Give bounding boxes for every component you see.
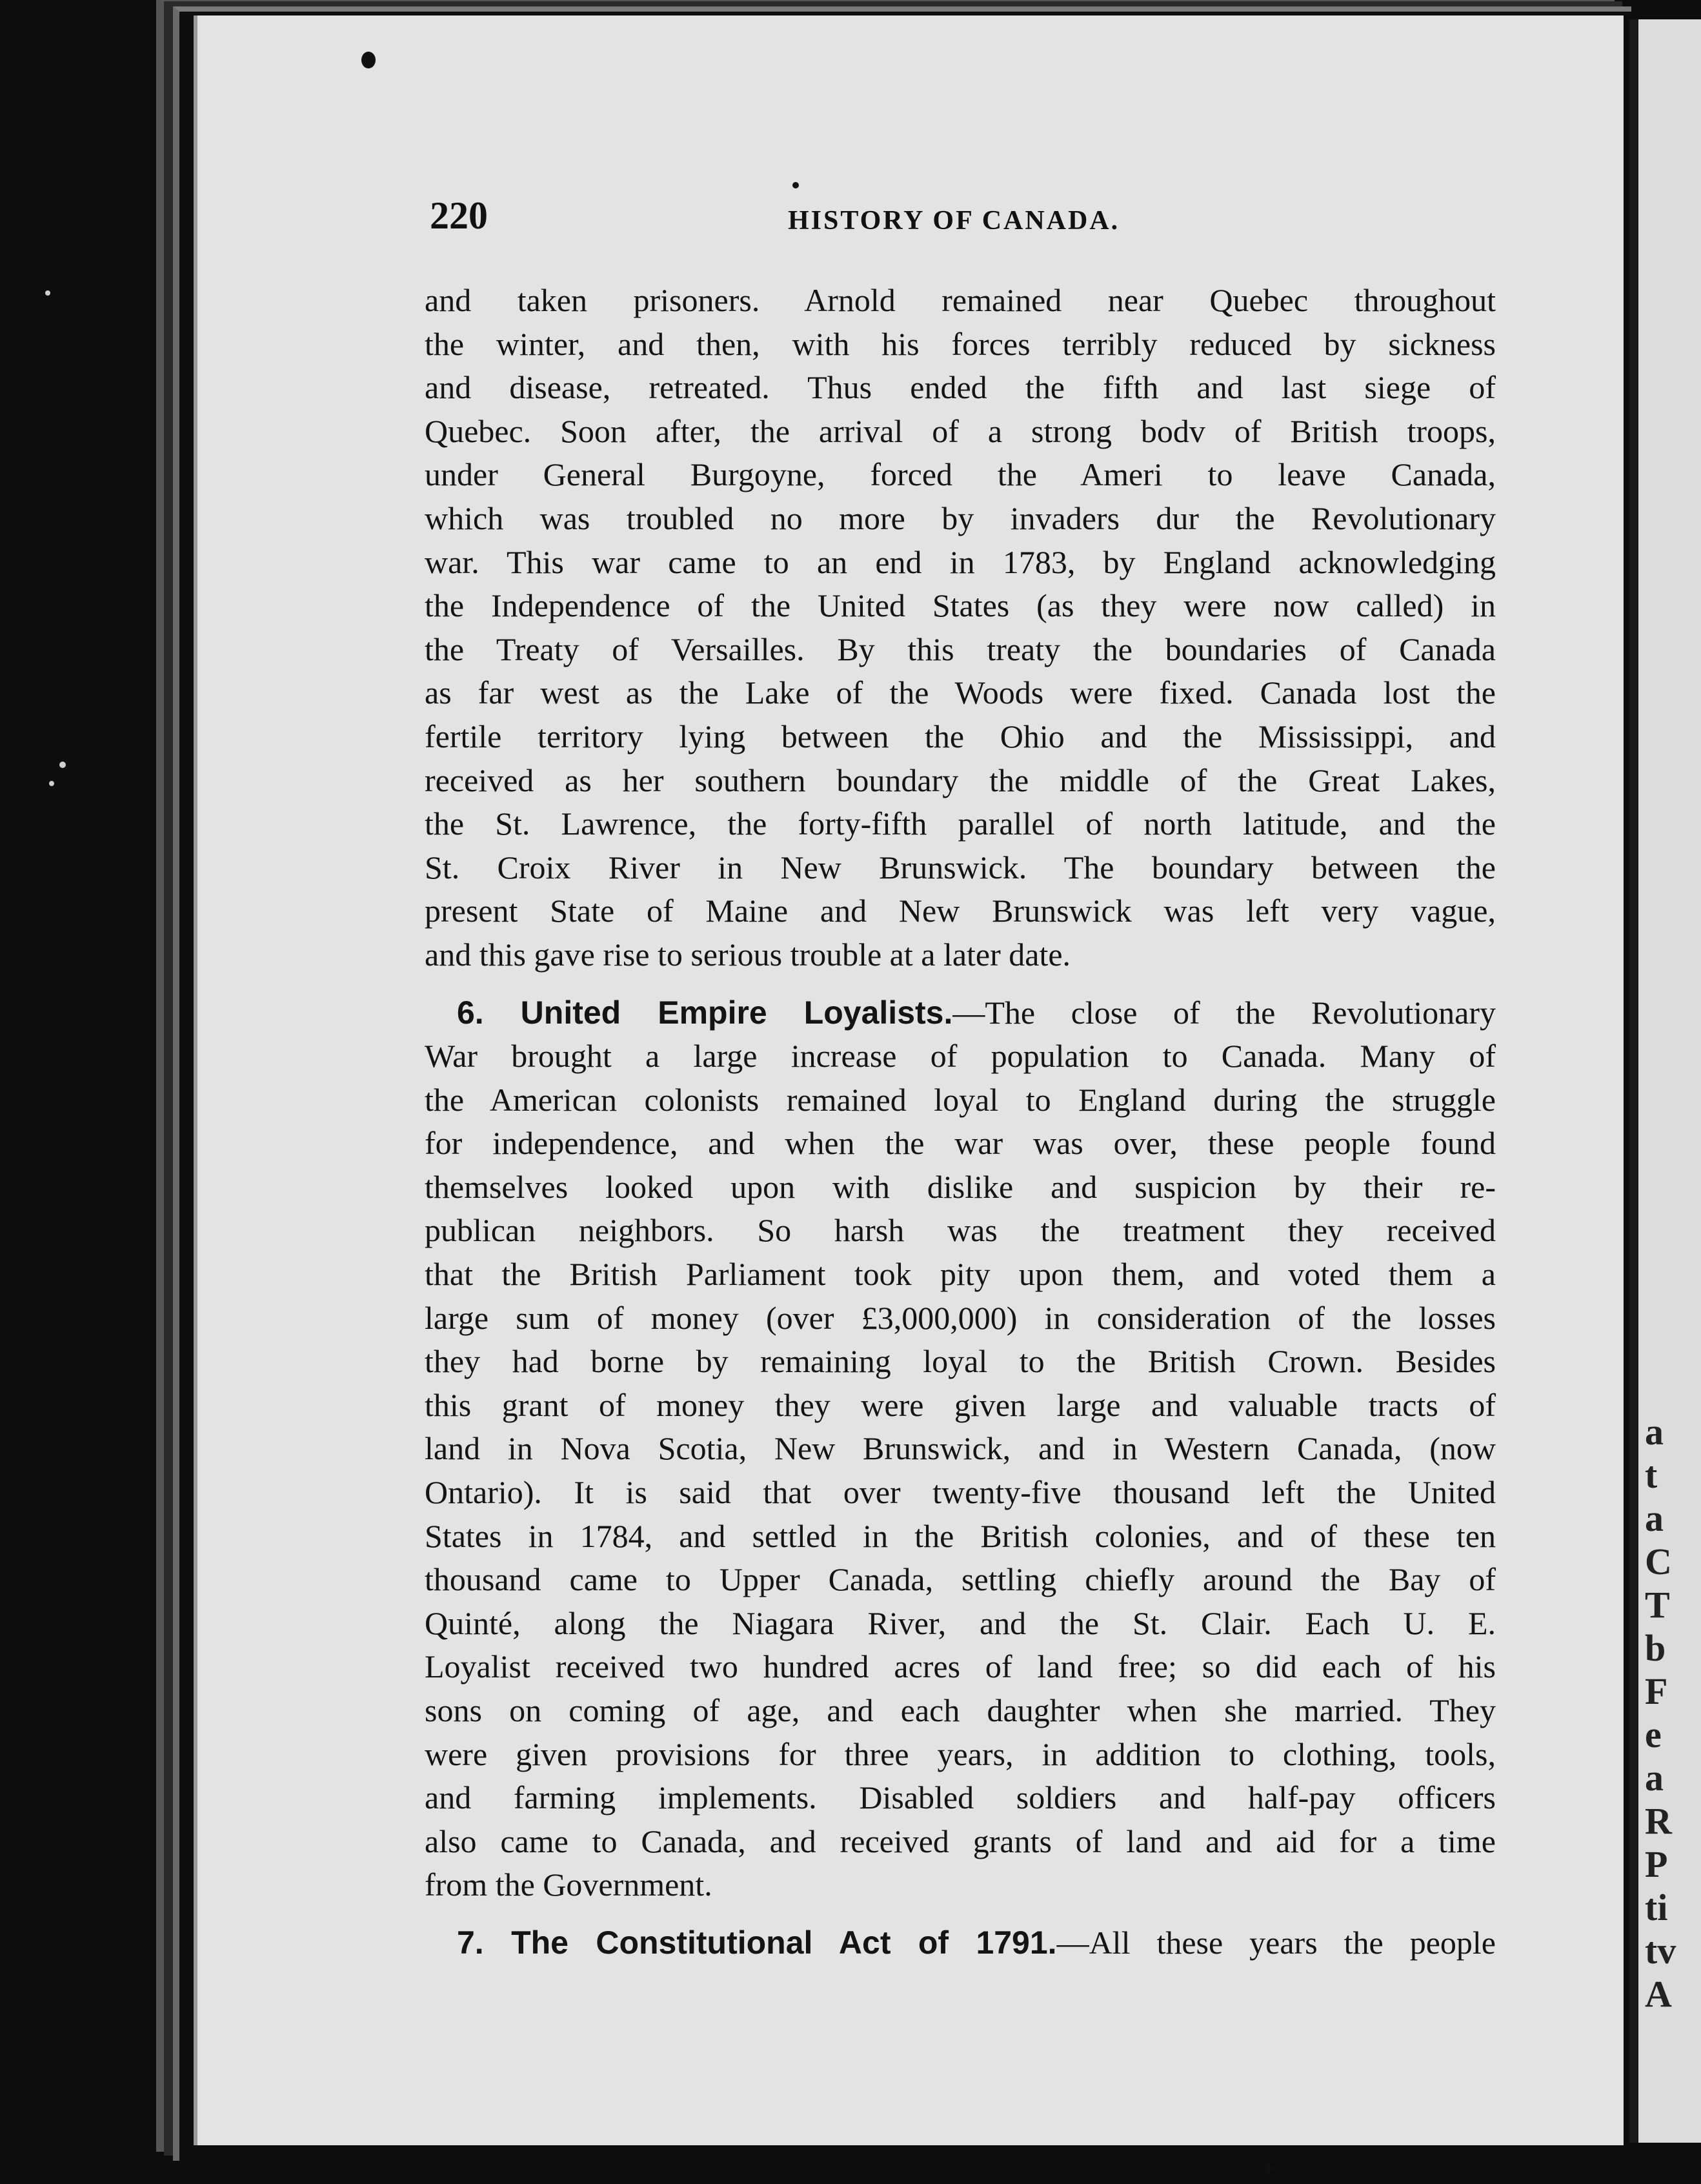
section-heading: 7. The Constitutional Act of 1791. — [457, 1924, 1057, 1961]
text-line: fertile territory lying between the Ohio and the Mississippi, and — [425, 718, 1496, 754]
facing-page-letter: e — [1645, 1714, 1662, 1755]
text-line: also came to Canada, and received grants of land and aid for a time — [425, 1823, 1496, 1859]
paragraph-united-empire-loyalists — [425, 991, 1496, 1907]
text-line: large sum of money (over £3,000,000) in consideration of the losses — [425, 1299, 1496, 1336]
text-line: thousand came to Upper Canada, settling chiefly around the Bay of — [425, 1561, 1496, 1598]
section-heading: 6. United Empire Loyalists. — [457, 994, 953, 1031]
scan-speck — [792, 182, 799, 188]
text-line: the winter, and then, with his forces terribly reduced by sickness — [425, 325, 1496, 362]
text-line: War brought a large increase of population to Canada. Many of — [425, 1038, 1496, 1075]
text-line: from the Government. — [425, 1866, 712, 1903]
text-line: Ontario). It is said that over twenty-five thousand left the United — [425, 1474, 1496, 1511]
text-line: which was troubled no more by invaders dur the Revolutionary — [425, 500, 1496, 536]
text-line: sons on coming of age, and each daughter when she married. They — [425, 1692, 1496, 1728]
text-run: —The close of the Revolutionary — [952, 994, 1496, 1031]
text-line: under General Burgoyne, forced the Ameri to leave Canada, — [425, 456, 1496, 493]
text-line: received as her southern boundary the middle of the Great Lakes, — [425, 762, 1496, 798]
scan-speck — [361, 52, 376, 68]
text-line: war. This war came to an end in 1783, by England acknowledging — [425, 543, 1496, 580]
facing-page-letter: F — [1645, 1670, 1668, 1712]
text-line: and taken prisoners. Arnold remained near Quebec throughout — [425, 282, 1496, 318]
facing-page-letter: b — [1645, 1627, 1666, 1669]
text-line: the Independence of the United States (as they were now called) in — [425, 587, 1496, 624]
facing-page-letter: ti — [1645, 1886, 1668, 1928]
text-line — [425, 991, 1496, 1035]
text-line: they had borne by remaining loyal to the British Crown. Besides — [425, 1343, 1496, 1380]
facing-page-letter: tv — [1645, 1930, 1676, 1972]
facing-page-edge — [1629, 19, 1701, 2143]
text-line: this grant of money they were given large and valuable tracts of — [425, 1386, 1496, 1423]
text-line: present State of Maine and New Brunswick was left very vague, — [425, 893, 1496, 929]
text-line: for independence, and when the war was over, these people found — [425, 1125, 1496, 1162]
text-line: publican neighbors. So harsh was the treatment they received — [425, 1212, 1496, 1249]
text-line: themselves looked upon with dislike and suspicion by their re- — [425, 1168, 1496, 1205]
text-line: Quebec. Soon after, the arrival of a strong bodv of British troops, — [425, 412, 1496, 449]
facing-page-letter: C — [1645, 1541, 1672, 1582]
facing-page-letter: P — [1645, 1843, 1668, 1885]
scan-speck — [1266, 2163, 1271, 2174]
facing-page-letter: A — [1645, 1973, 1672, 2015]
text-line: States in 1784, and settled in the British colonies, and of these ten — [425, 1517, 1496, 1554]
text-run: —All these years the people — [1056, 1924, 1496, 1961]
text-line: the Treaty of Versailles. By this treaty the boundaries of Canada — [425, 631, 1496, 667]
text-line: as far west as the Lake of the Woods were fixed. Canada lost the — [425, 674, 1496, 711]
text-line: and this gave rise to serious trouble at a later date. — [425, 936, 1071, 973]
text-line: the American colonists remained loyal to England during the struggle — [425, 1081, 1496, 1118]
paragraph-1 — [425, 279, 1496, 977]
scan-speck — [45, 290, 50, 296]
scan-speck — [49, 781, 54, 786]
body-text — [425, 279, 1496, 1979]
text-line: that the British Parliament took pity upon them, and voted them a — [425, 1256, 1496, 1293]
facing-page-letter: t — [1645, 1454, 1658, 1496]
facing-page-letter: a — [1645, 1497, 1664, 1539]
text-line: and farming implements. Disabled soldiers and half-pay officers — [425, 1779, 1496, 1816]
text-line: St. Croix River in New Brunswick. The boundary between the — [425, 849, 1496, 885]
text-line — [425, 1921, 1496, 1965]
text-line: land in Nova Scotia, New Brunswick, and in Western Canada, (now — [425, 1430, 1496, 1467]
facing-page-letter: T — [1645, 1584, 1670, 1626]
running-head: HISTORY OF CANADA. — [788, 206, 1120, 236]
facing-page-letter: a — [1645, 1757, 1664, 1799]
text-line: the St. Lawrence, the forty-fifth parallel of north latitude, and the — [425, 805, 1496, 842]
scan-speck — [59, 762, 66, 768]
facing-page-letter: a — [1645, 1411, 1664, 1453]
text-line: Loyalist received two hundred acres of land free; so did each of his — [425, 1648, 1496, 1685]
page-header — [430, 194, 1495, 245]
facing-page-letter: R — [1645, 1800, 1672, 1842]
text-line: were given provisions for three years, in addition to clothing, tools, — [425, 1735, 1496, 1772]
paragraph-constitutional-act — [425, 1921, 1496, 1965]
page-number: 220 — [430, 194, 488, 237]
text-line: and disease, retreated. Thus ended the fifth and last siege of — [425, 369, 1496, 406]
text-line: Quinté, along the Niagara River, and the St. Clair. Each U. E. — [425, 1604, 1496, 1641]
